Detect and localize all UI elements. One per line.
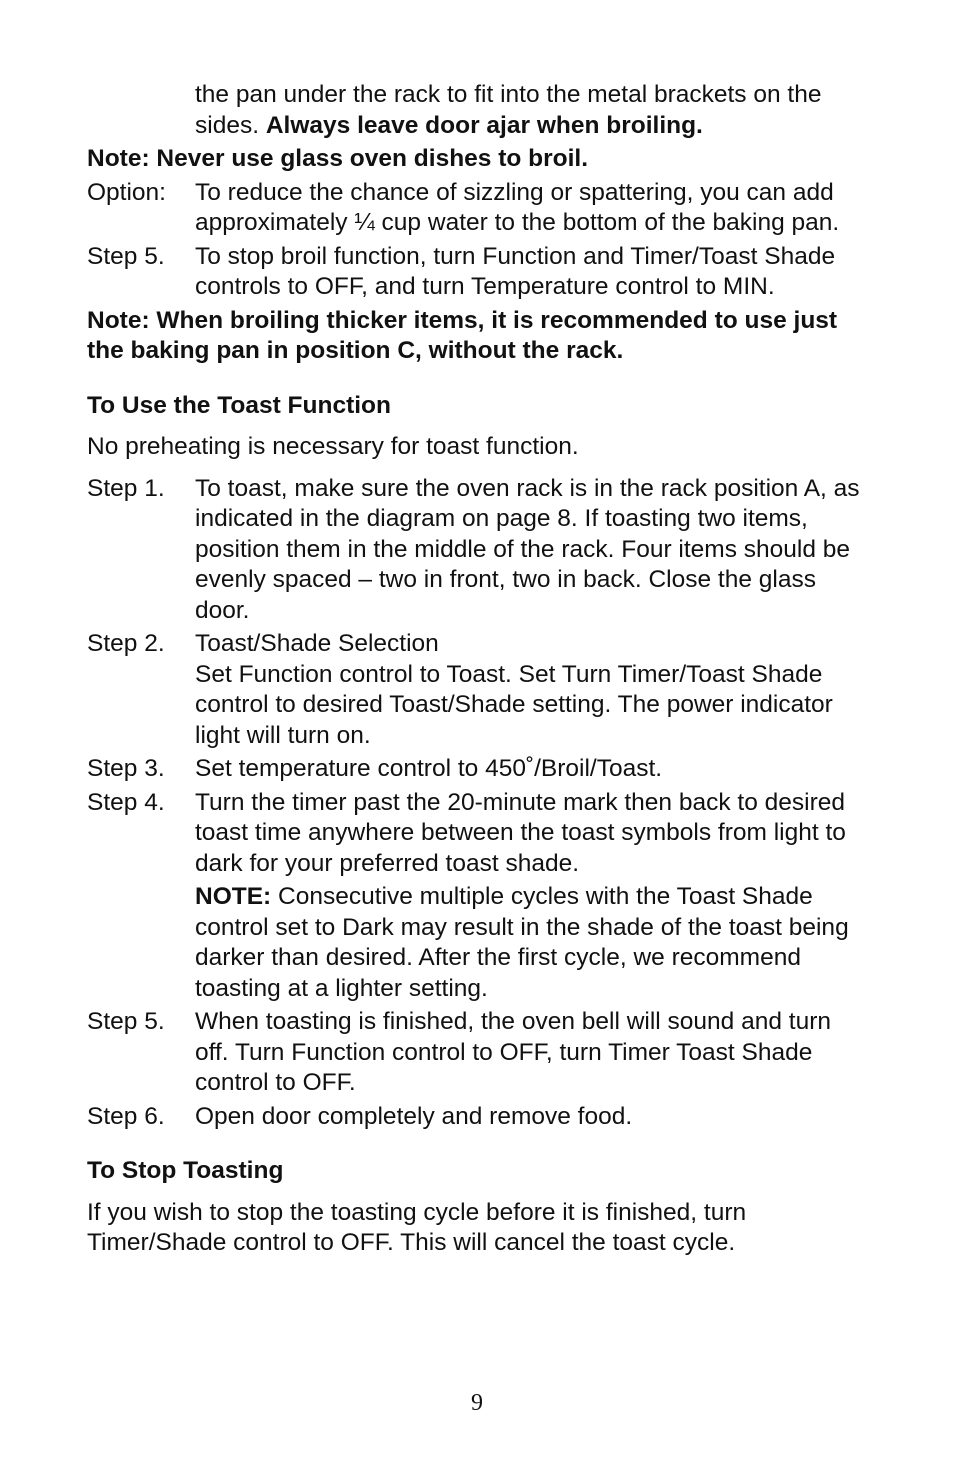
toast-heading: To Use the Toast Function: [87, 391, 391, 419]
step-body: Turn the timer past the 20-minute mark then back to desired toast time anywhere between the toast symbols from light to dark for your preferred toast shade.: [195, 788, 846, 877]
step-title: Toast/Shade Selection: [195, 630, 439, 657]
step-label: Step 3.: [87, 755, 165, 782]
step-label: Step 1.: [87, 474, 165, 502]
toast-step-5: [87, 1007, 867, 1099]
toast-step-2: [87, 629, 867, 751]
step-label: Step 5.: [87, 242, 165, 270]
broil-step-5: [87, 242, 867, 303]
stop-toasting-heading: To Stop Toasting: [87, 1157, 284, 1184]
option-label: Option:: [87, 178, 166, 206]
step-text: [195, 788, 867, 1005]
step-text: Set temperature control to 450˚/Broil/Toast.: [195, 755, 663, 782]
note-text: Consecutive multiple cycles with the Toast Shade control set to Dark may result in the shade of the toast being darker than desired. After the first cycle, we recommend toasting at a lighter setting.: [195, 883, 849, 1002]
step-label: Step 4.: [87, 788, 165, 816]
option-item: [87, 178, 867, 239]
note-glass-dishes: Note: Never use glass oven dishes to broil.: [87, 145, 589, 172]
step-note: [195, 882, 867, 1004]
toast-step-4: [87, 788, 867, 1005]
option-text: To reduce the chance of sizzling or spattering, you can add approximately ¼ cup water to the bottom of the baking pan.: [195, 178, 840, 236]
continued-paragraph: [87, 80, 867, 141]
step-text: When toasting is finished, the oven bell will sound and turn off. Turn Function control to OFF, turn Timer Toast Shade control to OFF.: [195, 1008, 832, 1096]
step-text: [195, 629, 867, 751]
step-text: Open door completely and remove food.: [195, 1102, 633, 1130]
manual-page: [87, 80, 867, 1259]
broil-door-warning: Always leave door ajar when broiling.: [265, 111, 703, 139]
toast-step-6: [87, 1102, 867, 1133]
toast-step-1: [87, 474, 867, 627]
toast-intro: No preheating is necessary for toast function.: [87, 433, 579, 460]
stop-toasting-text: If you wish to stop the toasting cycle before it is finished, turn Timer/Shade control to OFF. This will cancel the toast cycle.: [87, 1198, 747, 1256]
step-label: Step 6.: [87, 1102, 165, 1130]
page-number: 9: [471, 1390, 483, 1416]
step-text: To toast, make sure the oven rack is in the rack position A, as indicated in the diagram on page 8. If toasting two items, position them in the middle of the rack. Four items should be evenly spaced – two in front, two in back. Close the glass door.: [195, 474, 860, 624]
continued-text: the pan under the rack to fit into the metal brackets on the sides.: [195, 81, 822, 139]
note-thicker-items: Note: When broiling thicker items, it is recommended to use just the baking pan in position C, without the rack.: [87, 306, 838, 364]
toast-step-3: [87, 754, 867, 785]
step-detail: Set Function control to Toast. Set Turn Timer/Toast Shade control to desired Toast/Shade setting. The power indicator light will turn on.: [195, 660, 833, 749]
note-label: NOTE:: [195, 883, 272, 910]
step-label: Step 2.: [87, 630, 165, 657]
step-text: To stop broil function, turn Function and Timer/Toast Shade controls to OFF, and turn Temperature control to MIN.: [195, 242, 836, 300]
step-label: Step 5.: [87, 1008, 165, 1035]
